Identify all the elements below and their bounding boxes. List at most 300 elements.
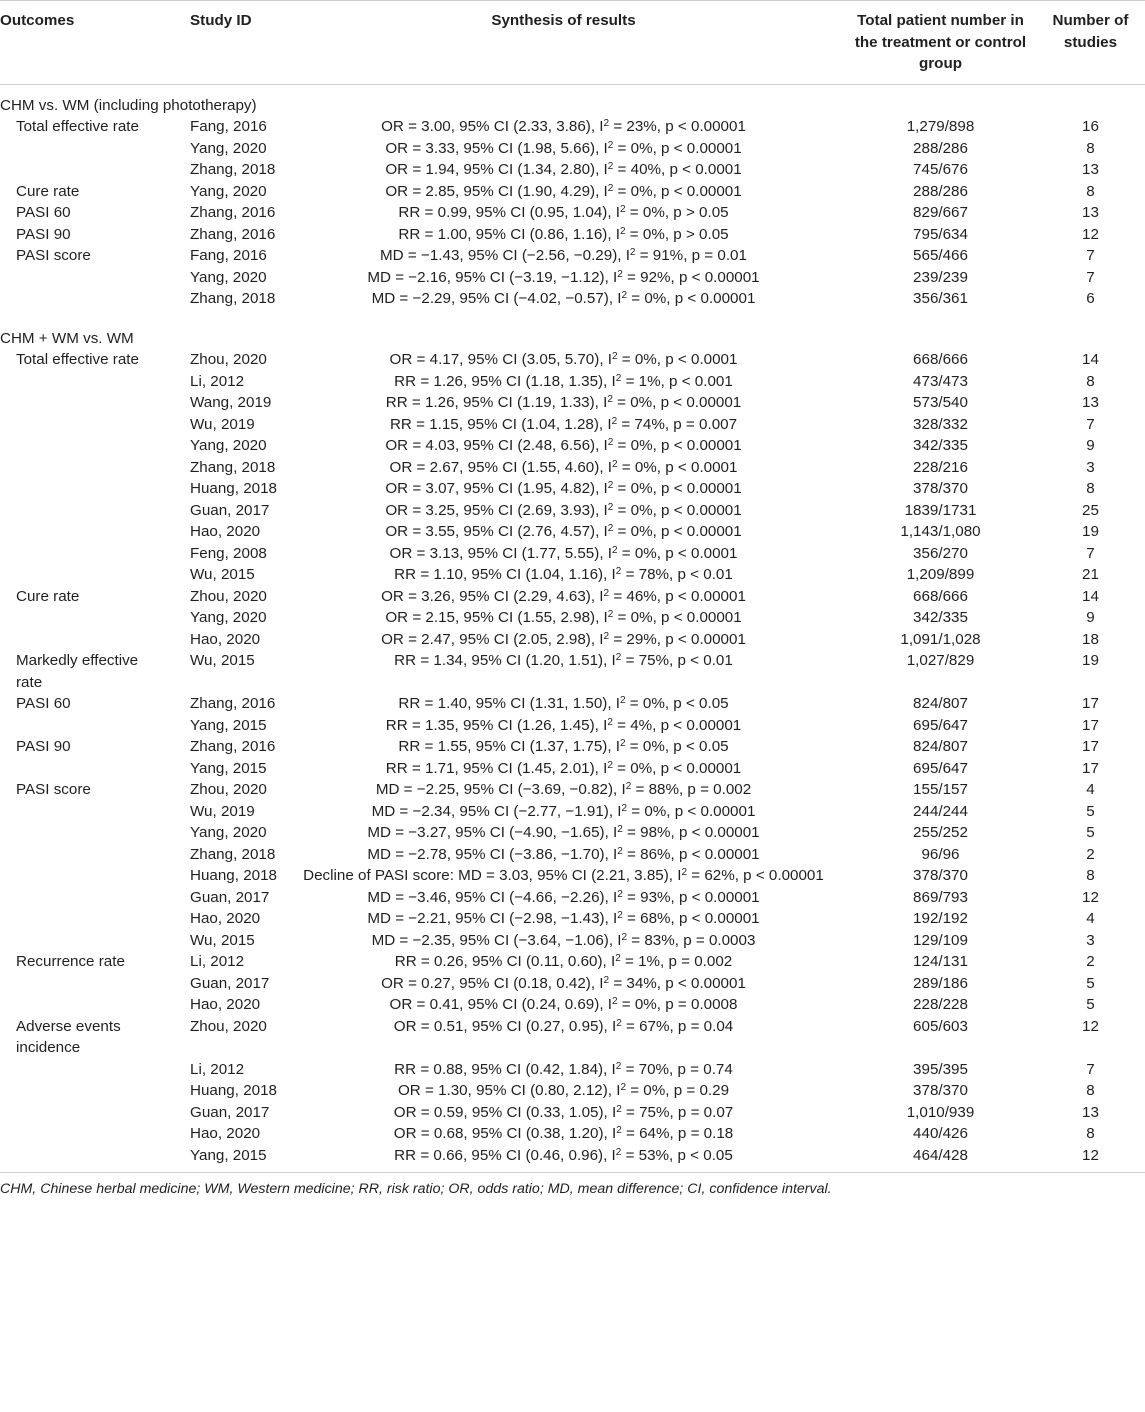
number-of-studies-cell: 6 (1086, 290, 1095, 307)
number-of-studies-cell: 8 (1086, 480, 1095, 497)
number-of-studies-cell: 5 (1086, 996, 1095, 1013)
synthesis-text-post: = 91%, p = 0.01 (635, 247, 747, 264)
outcome-cell (0, 715, 172, 737)
outcome-cell (0, 994, 172, 1016)
synthesis-cell (282, 951, 845, 973)
study-id-cell: Zhang, 2018 (190, 290, 276, 307)
total-patients-cell: 573/540 (913, 394, 968, 411)
i-squared-superscript: 2 (616, 1125, 622, 1136)
outcome-cell (0, 607, 172, 629)
synthesis-text-post: = 67%, p = 0.04 (621, 1017, 734, 1035)
number-of-studies-cell: 4 (1086, 910, 1095, 927)
i-squared-superscript: 2 (620, 738, 626, 749)
total-patients-cell: 1,010/939 (906, 1103, 975, 1121)
number-of-studies-cell: 8 (1086, 1082, 1095, 1099)
synthesis-cell (282, 414, 845, 436)
total-patients-cell: 824/807 (913, 738, 968, 755)
spacer-row (0, 84, 1145, 95)
number-of-studies-cell: 8 (1086, 182, 1095, 200)
total-patients-cell: 668/666 (913, 587, 968, 605)
total-patients-cell: 1,091/1,028 (900, 630, 981, 648)
synthesis-text-post: = 62%, p < 0.00001 (687, 867, 824, 884)
i-squared-superscript: 2 (620, 695, 626, 706)
synthesis-cell (282, 887, 845, 909)
synthesis-cell (282, 586, 845, 608)
synthesis-text-post: = 0%, p = 0.0008 (617, 996, 738, 1013)
number-of-studies-cell: 17 (1082, 716, 1099, 734)
study-id-cell: Hao, 2020 (190, 523, 261, 540)
study-id-cell: Huang, 2018 (190, 1082, 277, 1099)
table-row (0, 650, 1145, 693)
synthesis-cell (282, 1145, 845, 1173)
i-squared-superscript: 2 (617, 845, 623, 857)
i-squared-superscript: 2 (629, 247, 636, 258)
total-patients-cell: 695/647 (913, 759, 968, 777)
section-title: CHM vs. WM (including phototherapy) (0, 96, 257, 114)
total-patients-cell: 829/667 (913, 204, 968, 221)
synthesis-text-pre: RR = 1.15, 95% CI (1.04, 1.28), I (389, 415, 612, 433)
synthesis-text-pre: OR = 4.17, 95% CI (3.05, 5.70), I (389, 351, 612, 368)
number-of-studies-cell: 9 (1086, 437, 1095, 454)
synthesis-text-post: = 0%, p < 0.0001 (617, 458, 738, 476)
study-id-cell: Yang, 2015 (190, 1146, 267, 1164)
section-row (0, 95, 1145, 117)
outcome-cell (0, 973, 172, 995)
number-of-studies-cell: 17 (1082, 695, 1099, 712)
synthesis-text-post: = 0%, p < 0.00001 (613, 501, 742, 519)
synthesis-text-pre: OR = 3.25, 95% CI (2.69, 3.93), I (385, 501, 608, 519)
total-patients-cell: 695/647 (913, 716, 968, 734)
synthesis-cell (282, 224, 845, 246)
outcome-cell (0, 930, 172, 952)
synthesis-cell (282, 607, 845, 629)
number-of-studies-cell: 18 (1082, 630, 1099, 648)
synthesis-cell (282, 844, 845, 866)
number-of-studies-cell: 19 (1082, 652, 1099, 669)
total-patients-cell: 288/286 (913, 139, 968, 157)
synthesis-text-post: = 93%, p < 0.00001 (622, 888, 760, 906)
outcome-cell (0, 1102, 172, 1124)
synthesis-text-post: = 29%, p < 0.00001 (609, 630, 746, 648)
synthesis-cell (282, 801, 845, 823)
synthesis-cell (282, 1123, 845, 1145)
table-row (0, 1123, 1145, 1145)
i-squared-superscript: 2 (620, 1082, 626, 1093)
table-row (0, 267, 1145, 289)
synthesis-cell (282, 1016, 845, 1059)
synthesis-cell (282, 521, 845, 543)
i-squared-superscript: 2 (607, 523, 614, 534)
total-patients-cell: 395/395 (913, 1060, 968, 1078)
study-id-cell: Feng, 2008 (190, 544, 267, 562)
synthesis-cell (282, 392, 845, 414)
i-squared-superscript: 2 (611, 996, 618, 1007)
study-id-cell: Wu, 2015 (190, 652, 255, 669)
synthesis-text-post: = 74%, p = 0.007 (617, 415, 738, 433)
outcome-cell (0, 138, 172, 160)
synthesis-cell (282, 457, 845, 479)
total-patients-cell: 244/244 (913, 802, 968, 820)
synthesis-text-post: = 0%, p < 0.00001 (627, 290, 756, 307)
table-row (0, 973, 1145, 995)
table-row (0, 1145, 1145, 1173)
synthesis-text-post: = 0%, p > 0.05 (625, 204, 729, 221)
total-patients-cell: 129/109 (913, 931, 968, 949)
number-of-studies-cell: 16 (1082, 118, 1099, 135)
synthesis-text-pre: Decline of PASI score: MD = 3.03, 95% CI (2.21, 3.85), I (303, 867, 682, 884)
total-patients-cell: 289/186 (913, 974, 968, 992)
synthesis-cell (282, 779, 845, 801)
synthesis-text-post: = 34%, p < 0.00001 (609, 974, 746, 992)
synthesis-text-post: = 0%, p < 0.00001 (613, 609, 742, 626)
synthesis-text-post: = 0%, p < 0.0001 (617, 544, 738, 562)
study-id-cell: Zhou, 2020 (190, 1017, 267, 1035)
synthesis-cell (282, 181, 845, 203)
synthesis-text-post: = 53%, p < 0.05 (621, 1146, 733, 1164)
table-row (0, 288, 1145, 310)
number-of-studies-cell: 21 (1082, 566, 1099, 583)
synthesis-text-post: = 0%, p = 0.29 (626, 1082, 730, 1099)
synthesis-text-post: = 75%, p = 0.07 (621, 1103, 734, 1121)
synthesis-text-post: = 0%, p > 0.05 (625, 225, 729, 243)
outcome-cell (0, 822, 172, 844)
study-id-cell: Yang, 2020 (190, 437, 267, 454)
synthesis-text-post: = 88%, p = 0.002 (631, 781, 752, 798)
synthesis-text-post: = 40%, p < 0.0001 (613, 161, 742, 178)
study-id-cell: Wu, 2015 (190, 931, 255, 949)
study-id-cell: Yang, 2020 (190, 824, 267, 841)
study-id-cell: Yang, 2020 (190, 182, 267, 200)
outcome-cell: PASI 60 (16, 695, 71, 712)
table-footnote: CHM, Chinese herbal medicine; WM, Western medicine; RR, risk ratio; OR, odds ratio; MD, mean difference; CI, confidence interval. (0, 1173, 1145, 1200)
total-patients-cell: 378/370 (913, 867, 968, 884)
total-patients-cell: 1,027/829 (906, 652, 975, 669)
outcome-cell: Adverse events incidence (16, 1017, 121, 1056)
synthesis-text-post: = 23%, p < 0.00001 (609, 118, 746, 135)
synthesis-text-post: = 46%, p < 0.00001 (609, 587, 746, 605)
table-row (0, 715, 1145, 737)
i-squared-superscript: 2 (616, 1103, 622, 1115)
table-row (0, 1102, 1145, 1124)
number-of-studies-cell: 7 (1086, 268, 1095, 286)
synthesis-text-pre: OR = 2.15, 95% CI (1.55, 2.98), I (385, 609, 608, 626)
spacer-cell (0, 84, 1145, 95)
number-of-studies-cell: 17 (1082, 738, 1099, 755)
total-patients-cell: 342/335 (913, 437, 968, 454)
total-patients-cell: 869/793 (913, 888, 968, 906)
number-of-studies-cell: 8 (1086, 1125, 1095, 1142)
study-id-cell: Wu, 2015 (190, 566, 255, 583)
section-title: CHM + WM vs. WM (0, 329, 134, 347)
i-squared-superscript: 2 (607, 437, 614, 448)
synthesis-text-pre: OR = 0.59, 95% CI (0.33, 1.05), I (393, 1103, 617, 1121)
number-of-studies-cell: 8 (1086, 867, 1095, 884)
table-row (0, 457, 1145, 479)
outcome-cell: Recurrence rate (16, 953, 125, 970)
outcome-cell (0, 865, 172, 887)
number-of-studies-cell: 5 (1086, 824, 1095, 841)
table-row (0, 435, 1145, 457)
synthesis-text-pre: RR = 1.55, 95% CI (1.37, 1.75), I (398, 738, 621, 755)
table-row (0, 822, 1145, 844)
table-row (0, 414, 1145, 436)
outcome-cell: Total effective rate (16, 118, 139, 135)
synthesis-text-pre: OR = 2.67, 95% CI (1.55, 4.60), I (389, 458, 612, 476)
synthesis-cell (282, 288, 845, 310)
i-squared-superscript: 2 (607, 182, 614, 194)
total-patients-cell: 745/676 (913, 161, 968, 178)
synthesis-text-pre: MD = −2.16, 95% CI (−3.19, −1.12), I (367, 268, 618, 286)
synthesis-text-pre: RR = 1.26, 95% CI (1.19, 1.33), I (385, 394, 608, 411)
outcome-cell (0, 1145, 172, 1173)
total-patients-cell: 1,279/898 (906, 118, 975, 135)
study-id-cell: Huang, 2018 (190, 867, 277, 884)
synthesis-text-pre: OR = 0.51, 95% CI (0.27, 0.95), I (393, 1017, 617, 1035)
spacer-row (0, 310, 1145, 328)
outcome-cell (0, 1059, 172, 1081)
table-header (0, 1, 1145, 85)
total-patients-cell: 228/216 (913, 458, 968, 476)
table-row (0, 202, 1145, 224)
i-squared-superscript: 2 (611, 351, 618, 362)
number-of-studies-cell: 14 (1082, 351, 1099, 368)
spacer-cell (0, 310, 1145, 328)
synthesis-text-pre: MD = −3.27, 95% CI (−4.90, −1.65), I (367, 824, 618, 841)
outcome-cell: PASI score (16, 781, 91, 798)
total-patients-cell: 155/157 (913, 781, 968, 798)
outcome-cell: Cure rate (16, 587, 80, 605)
study-id-cell: Hao, 2020 (190, 1125, 261, 1142)
outcome-cell (0, 435, 172, 457)
outcome-cell: PASI score (16, 247, 91, 264)
total-patients-cell: 378/370 (913, 480, 968, 497)
total-patients-cell: 239/239 (913, 268, 968, 286)
table-row (0, 1016, 1145, 1059)
synthesis-cell (282, 267, 845, 289)
study-id-cell: Guan, 2017 (190, 974, 270, 992)
outcome-cell (0, 288, 172, 310)
total-patients-cell: 356/361 (913, 290, 968, 307)
table-row (0, 392, 1145, 414)
total-patients-cell: 192/192 (913, 910, 968, 927)
synthesis-text-pre: OR = 1.30, 95% CI (0.80, 2.12), I (397, 1082, 621, 1099)
number-of-studies-cell: 12 (1082, 888, 1099, 906)
total-patients-cell: 328/332 (913, 415, 968, 433)
synthesis-cell (282, 693, 845, 715)
outcome-cell (0, 159, 172, 181)
table-row (0, 543, 1145, 565)
i-squared-superscript: 2 (607, 759, 613, 771)
synthesis-text-post: = 0%, p < 0.00001 (612, 759, 742, 777)
total-patients-cell: 342/335 (913, 609, 968, 626)
number-of-studies-cell: 2 (1086, 953, 1095, 970)
synthesis-cell (282, 994, 845, 1016)
synthesis-text-pre: MD = −3.46, 95% CI (−4.66, −2.26), I (367, 888, 618, 906)
i-squared-superscript: 2 (621, 802, 628, 814)
total-patients-cell: 96/96 (921, 845, 960, 863)
table-row (0, 779, 1145, 801)
study-id-cell: Zhang, 2016 (190, 738, 276, 755)
synthesis-text-post: = 75%, p < 0.01 (621, 652, 733, 669)
header-study-id: Study ID (172, 1, 282, 85)
synthesis-text-pre: OR = 0.41, 95% CI (0.24, 0.69), I (389, 996, 612, 1013)
i-squared-superscript: 2 (611, 544, 618, 556)
synthesis-text-post: = 0%, p < 0.00001 (613, 182, 742, 200)
synthesis-cell (282, 116, 845, 138)
i-squared-superscript: 2 (616, 1017, 622, 1029)
outcome-cell (0, 1123, 172, 1145)
outcome-cell (0, 371, 172, 393)
total-patients-cell: 440/426 (913, 1125, 968, 1142)
table-row (0, 138, 1145, 160)
study-id-cell: Yang, 2015 (190, 716, 267, 734)
table-row (0, 159, 1145, 181)
study-id-cell: Hao, 2020 (190, 630, 261, 648)
table-row (0, 994, 1145, 1016)
number-of-studies-cell: 13 (1082, 394, 1099, 411)
number-of-studies-cell: 8 (1086, 372, 1095, 390)
synthesis-text-pre: RR = 0.88, 95% CI (0.42, 1.84), I (394, 1060, 616, 1078)
i-squared-superscript: 2 (617, 268, 623, 280)
number-of-studies-cell: 7 (1086, 544, 1095, 562)
header-outcomes: Outcomes (0, 1, 172, 85)
outcome-cell (0, 414, 172, 436)
synthesis-text-post: = 0%, p < 0.00001 (613, 480, 742, 497)
i-squared-superscript: 2 (607, 480, 614, 491)
study-id-cell: Zhang, 2018 (190, 161, 276, 178)
total-patients-cell: 1,143/1,080 (900, 523, 981, 540)
table-row (0, 181, 1145, 203)
outcome-cell: PASI 60 (16, 204, 71, 221)
synthesis-text-post: = 0%, p < 0.05 (625, 695, 729, 712)
study-id-cell: Wang, 2019 (190, 394, 272, 411)
outcome-cell (0, 801, 172, 823)
synthesis-cell (282, 1059, 845, 1081)
i-squared-superscript: 2 (603, 974, 610, 986)
table-row (0, 116, 1145, 138)
synthesis-cell (282, 435, 845, 457)
study-id-cell: Wu, 2019 (190, 415, 255, 433)
table-body (0, 84, 1145, 1173)
table-row (0, 349, 1145, 371)
synthesis-cell (282, 371, 845, 393)
synthesis-text-pre: MD = −2.34, 95% CI (−2.77, −1.91), I (371, 802, 622, 820)
synthesis-cell (282, 159, 845, 181)
number-of-studies-cell: 5 (1086, 802, 1095, 820)
total-patients-cell: 288/286 (913, 182, 968, 200)
synthesis-cell (282, 865, 845, 887)
synthesis-text-pre: MD = −2.78, 95% CI (−3.86, −1.70), I (367, 845, 618, 863)
study-id-cell: Hao, 2020 (190, 910, 261, 927)
synthesis-text-post: = 70%, p = 0.74 (621, 1060, 733, 1078)
outcome-cell: Markedly effective rate (16, 652, 139, 691)
synthesis-text-post: = 86%, p < 0.00001 (622, 845, 760, 863)
table-row (0, 930, 1145, 952)
study-id-cell: Zhou, 2020 (190, 781, 267, 798)
synthesis-text-pre: OR = 3.00, 95% CI (2.33, 3.86), I (381, 118, 604, 135)
i-squared-superscript: 2 (615, 652, 622, 663)
number-of-studies-cell: 3 (1086, 458, 1095, 476)
table-row (0, 1080, 1145, 1102)
number-of-studies-cell: 4 (1086, 781, 1095, 798)
i-squared-superscript: 2 (620, 204, 626, 215)
i-squared-superscript: 2 (611, 458, 618, 470)
outcome-cell (0, 758, 172, 780)
table-row (0, 478, 1145, 500)
i-squared-superscript: 2 (607, 161, 614, 172)
study-id-cell: Zhou, 2020 (190, 587, 267, 605)
synthesis-text-pre: MD = −2.25, 95% CI (−3.69, −0.82), I (375, 781, 626, 798)
table-row (0, 693, 1145, 715)
synthesis-text-pre: RR = 1.10, 95% CI (1.04, 1.16), I (394, 566, 616, 583)
total-patients-cell: 1839/1731 (904, 501, 977, 519)
synthesis-text-pre: OR = 2.47, 95% CI (2.05, 2.98), I (381, 630, 604, 648)
synthesis-text-post: = 78%, p < 0.01 (621, 566, 733, 583)
table-row (0, 224, 1145, 246)
number-of-studies-cell: 3 (1086, 931, 1095, 949)
number-of-studies-cell: 12 (1082, 1017, 1099, 1035)
number-of-studies-cell: 12 (1082, 225, 1099, 243)
total-patients-cell: 795/634 (913, 225, 968, 243)
study-id-cell: Guan, 2017 (190, 1103, 270, 1121)
synthesis-text-pre: OR = 1.94, 95% CI (1.34, 2.80), I (385, 161, 608, 178)
study-id-cell: Yang, 2020 (190, 139, 267, 157)
outcome-cell: PASI 90 (16, 738, 71, 755)
number-of-studies-cell: 13 (1082, 204, 1099, 221)
outcome-cell (0, 457, 172, 479)
outcome-cell (0, 564, 172, 586)
study-id-cell: Zhang, 2016 (190, 695, 276, 712)
synthesis-cell (282, 202, 845, 224)
synthesis-text-post: = 0%, p < 0.0001 (617, 351, 738, 368)
i-squared-superscript: 2 (607, 139, 614, 151)
outcome-cell (0, 392, 172, 414)
i-squared-superscript: 2 (615, 566, 622, 577)
synthesis-cell (282, 1080, 845, 1102)
table-row (0, 865, 1145, 887)
table-row (0, 521, 1145, 543)
synthesis-text-pre: RR = 1.35, 95% CI (1.26, 1.45), I (385, 716, 608, 734)
i-squared-superscript: 2 (603, 118, 610, 129)
synthesis-cell (282, 138, 845, 160)
synthesis-text-pre: RR = 1.71, 95% CI (1.45, 2.01), I (385, 759, 608, 777)
outcome-cell (0, 629, 172, 651)
synthesis-text-post: = 64%, p = 0.18 (621, 1125, 734, 1142)
outcome-cell (0, 521, 172, 543)
study-id-cell: Zhang, 2016 (190, 225, 276, 243)
header-number-of-studies: Number of studies (1036, 1, 1145, 85)
synthesis-text-pre: RR = 0.99, 95% CI (0.95, 1.04), I (398, 204, 621, 221)
synthesis-text-pre: OR = 0.27, 95% CI (0.18, 0.42), I (381, 974, 604, 992)
i-squared-superscript: 2 (625, 781, 632, 792)
synthesis-cell (282, 629, 845, 651)
outcome-cell: PASI 90 (16, 225, 71, 243)
study-id-cell: Li, 2012 (190, 1060, 245, 1078)
number-of-studies-cell: 13 (1082, 161, 1099, 178)
number-of-studies-cell: 14 (1082, 587, 1099, 605)
synthesis-cell (282, 650, 845, 693)
table-row (0, 908, 1145, 930)
table-row (0, 844, 1145, 866)
outcome-cell (0, 1080, 172, 1102)
study-id-cell: Guan, 2017 (190, 888, 270, 906)
i-squared-superscript: 2 (615, 1060, 622, 1072)
i-squared-superscript: 2 (681, 867, 688, 878)
number-of-studies-cell: 7 (1086, 415, 1095, 433)
synthesis-cell (282, 758, 845, 780)
table-row (0, 736, 1145, 758)
synthesis-cell (282, 908, 845, 930)
